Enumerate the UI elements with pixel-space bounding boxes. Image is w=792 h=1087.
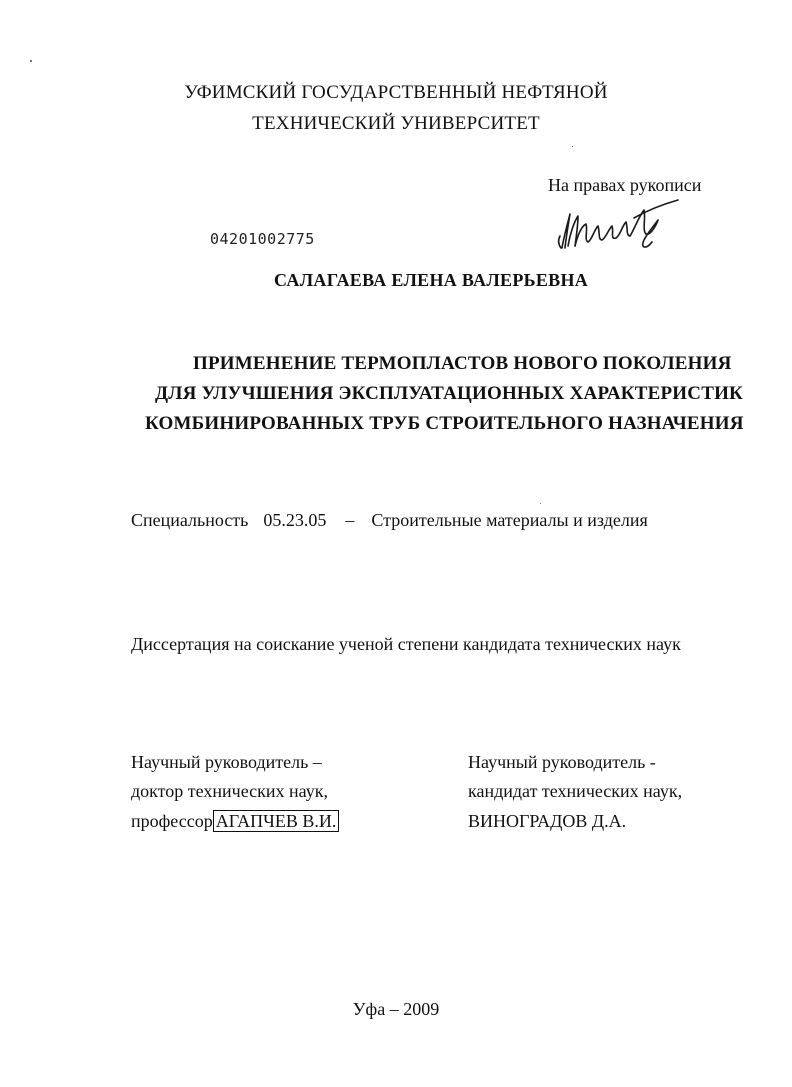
supervisor1-title-line <box>131 811 339 832</box>
rights-note: На правах рукописи <box>548 175 702 195</box>
university-name-line1: УФИМСКИЙ ГОСУДАРСТВЕННЫЙ НЕФТЯНОЙ <box>184 82 608 103</box>
title-line1: ПРИМЕНЕНИЕ ТЕРМОПЛАСТОВ НОВОГО ПОКОЛЕНИЯ <box>193 353 732 374</box>
signature-image <box>548 196 688 256</box>
scan-speck <box>540 503 541 504</box>
degree-statement: Диссертация на соискание ученой степени кандидата технических наук <box>131 634 681 654</box>
supervisor1-name: АГАПЧЕВ В.И. <box>213 810 340 832</box>
specialty-code: 05.23.05 <box>263 510 327 530</box>
title-line2: ДЛЯ УЛУЧШЕНИЯ ЭКСПЛУАТАЦИОННЫХ ХАРАКТЕРИСТИК <box>155 383 744 404</box>
catalog-code: 04201002775 <box>210 230 315 248</box>
specialty-line <box>131 510 648 531</box>
supervisor1-degree: доктор технических наук, <box>131 781 328 801</box>
title-line3: КОМБИНИРОВАННЫХ ТРУБ СТРОИТЕЛЬНОГО НАЗНАЧЕНИЯ <box>145 413 744 434</box>
supervisor1-title: профессор <box>131 811 213 831</box>
university-name-line2: ТЕХНИЧЕСКИЙ УНИВЕРСИТЕТ <box>252 113 540 134</box>
specialty-name: Строительные материалы и изделия <box>371 510 648 530</box>
supervisor2-role: Научный руководитель - <box>468 752 656 772</box>
author-name: САЛАГАЕВА ЕЛЕНА ВАЛЕРЬЕВНА <box>274 270 589 290</box>
scan-speck <box>572 146 573 147</box>
scan-speck <box>30 60 32 62</box>
city-year: Уфа – 2009 <box>352 999 440 1019</box>
supervisor2-name: ВИНОГРАДОВ Д.А. <box>468 811 627 831</box>
supervisor1-role: Научный руководитель – <box>131 752 322 772</box>
specialty-dash: – <box>345 510 355 530</box>
supervisor2-degree: кандидат технических наук, <box>468 781 683 801</box>
specialty-label: Специальность <box>131 510 249 530</box>
